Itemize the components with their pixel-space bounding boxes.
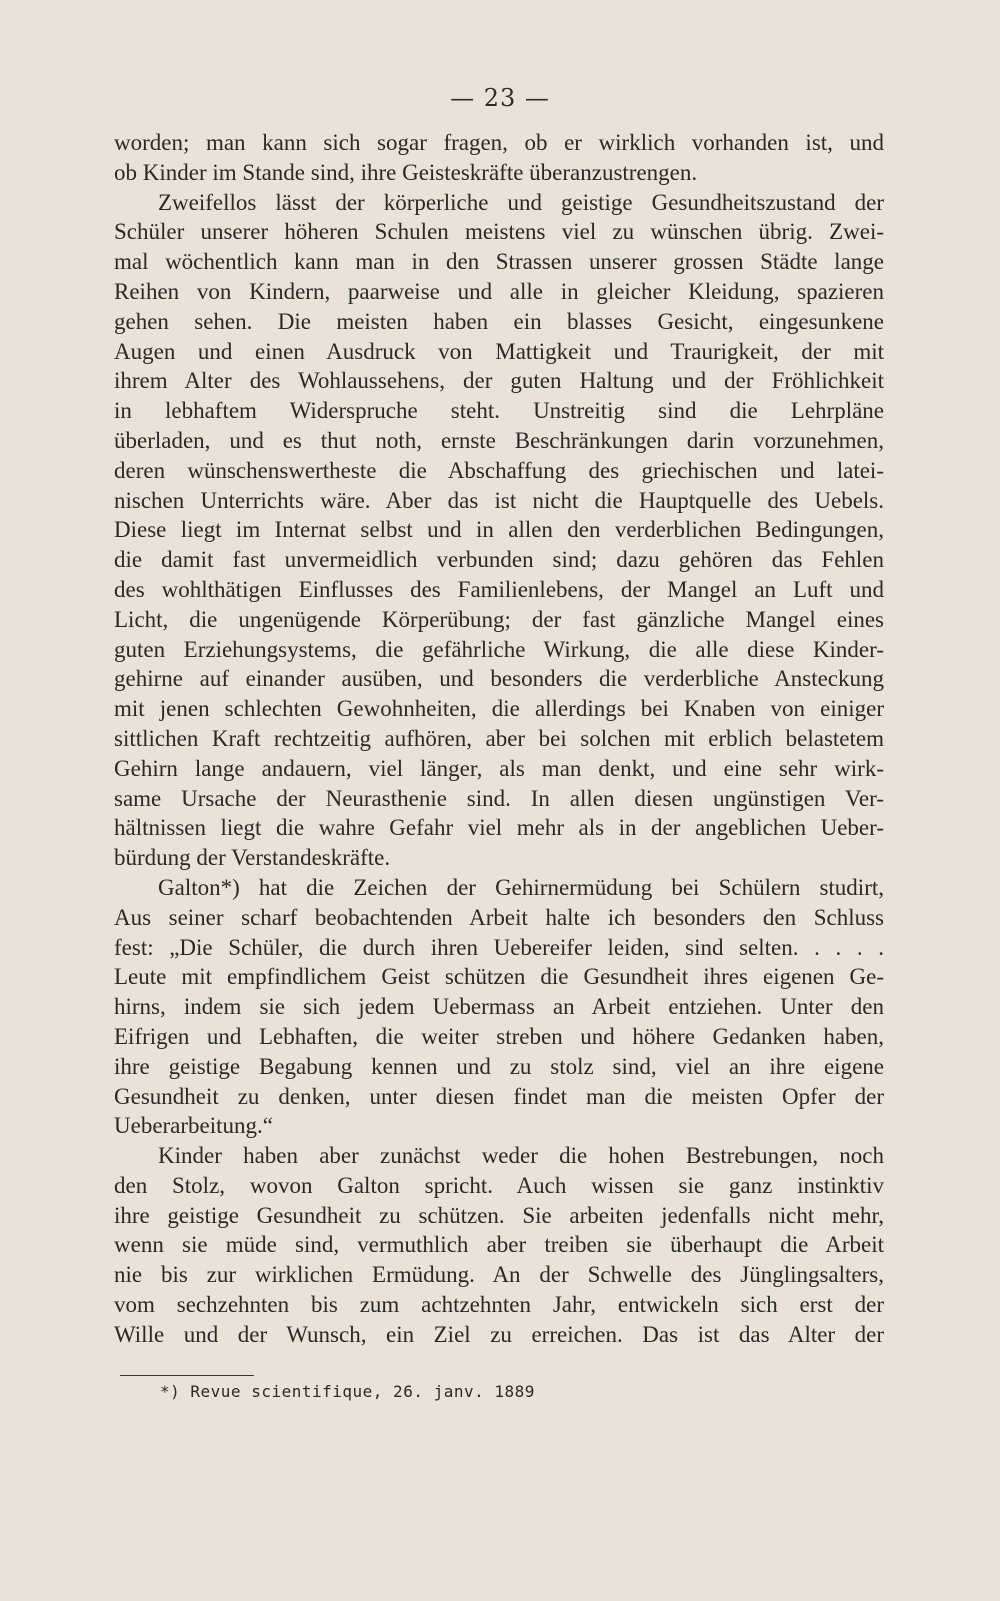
text-line: Zweifellos lässt der körperliche und geistige Gesundheitszustand der <box>158 189 884 215</box>
text-line: Licht, die ungenügende Körperübung; der fast gänzliche Mangel eines <box>114 606 884 632</box>
text-line: vom sechzehnten bis zum achtzehnten Jahr, entwickeln sich erst der <box>114 1292 884 1318</box>
text-line: in lebhaftem Widerspruche steht. Unstreitig sind die Lehrpläne <box>114 398 884 424</box>
text-line: Gehirn lange andauern, viel länger, als man denkt, und eine sehr wirk- <box>114 755 884 781</box>
text-line: sittlichen Kraft rechtzeitig aufhören, aber bei solchen mit erblich belastetem <box>114 725 884 751</box>
text-line: gehirne auf einander ausüben, und besonders die verderbliche Ansteckung <box>114 666 884 692</box>
text-line: des wohlthätigen Einflusses des Familienlebens, der Mangel an Luft und <box>114 576 884 602</box>
text-line: Wille und der Wunsch, ein Ziel zu erreichen. Das ist das Alter der <box>114 1321 884 1347</box>
text-line: ihrem Alter des Wohlaussehens, der guten Haltung und der Fröhlichkeit <box>114 368 884 394</box>
text-line: guten Erziehungsystems, die gefährliche Wirkung, die alle diese Kinder- <box>114 636 884 662</box>
text-line: hältnissen liegt die wahre Gefahr viel mehr als in der angeblichen Ueber- <box>114 815 884 841</box>
text-line: Schüler unserer höheren Schulen meistens viel zu wünschen übrig. Zwei- <box>114 219 884 245</box>
text-line: Leute mit empfindlichem Geist schützen die Gesundheit ihres eigenen Ge- <box>114 964 884 990</box>
text-line: Gesundheit zu denken, unter diesen findet man die meisten Opfer der <box>114 1083 884 1109</box>
text-line: ob Kinder im Stande sind, ihre Geisteskräfte überanzustrengen. <box>114 159 698 185</box>
text-line: hirns, indem sie sich jedem Uebermass an Arbeit entziehen. Unter den <box>114 994 884 1020</box>
text-line: ihre geistige Gesundheit zu schützen. Sie arbeiten jedenfalls nicht mehr, <box>114 1202 884 1228</box>
text-line: same Ursache der Neurasthenie sind. In allen diesen ungünstigen Ver- <box>114 785 884 811</box>
page-number: — 23 — <box>450 84 550 112</box>
text-line: worden; man kann sich sogar fragen, ob er wirklich vorhanden ist, und <box>114 130 884 155</box>
footnote: *) Revue scientifique, 26. janv. 1889 <box>160 1382 535 1401</box>
text-line: Galton*) hat die Zeichen der Gehirnermüdung bei Schülern studirt, <box>158 874 884 900</box>
text-line: wenn sie müde sind, vermuthlich aber treiben sie überhaupt die Arbeit <box>114 1232 884 1258</box>
text-line: bürdung der Verstandeskräfte. <box>114 845 391 871</box>
text-line: ihre geistige Begabung kennen und zu stolz sind, viel an ihre eigene <box>114 1053 884 1079</box>
text-line: gehen sehen. Die meisten haben ein blasses Gesicht, eingesunkene <box>114 308 884 334</box>
text-line: Kinder haben aber zunächst weder die hohen Bestrebungen, noch <box>158 1143 884 1169</box>
text-line: Ueberarbeitung.“ <box>114 1113 274 1139</box>
text-line: mit jenen schlechten Gewohnheiten, die allerdings bei Knaben von einiger <box>114 696 884 722</box>
text-line: nie bis zur wirklichen Ermüdung. An der Schwelle des Jünglingsalters, <box>114 1262 884 1288</box>
body-text <box>114 128 884 1350</box>
text-line: überladen, und es thut noth, ernste Beschränkungen darin vorzunehmen, <box>114 427 884 453</box>
text-line: den Stolz, wovon Galton spricht. Auch wissen sie ganz instinktiv <box>114 1172 884 1198</box>
text-line: die damit fast unvermeidlich verbunden sind; dazu gehören das Fehlen <box>114 547 884 573</box>
text-line: Augen und einen Ausdruck von Mattigkeit und Traurigkeit, der mit <box>114 338 884 364</box>
footnote-divider <box>120 1375 254 1376</box>
text-line: mal wöchentlich kann man in den Strassen unserer grossen Städte lange <box>114 249 884 275</box>
text-line: deren wünschenswertheste die Abschaffung des griechischen und latei- <box>114 457 884 483</box>
text-line: Aus seiner scharf beobachtenden Arbeit halte ich besonders den Schluss <box>114 904 884 930</box>
text-line: Reihen von Kindern, paarweise und alle in gleicher Kleidung, spazieren <box>114 278 884 304</box>
text-line: fest: „Die Schüler, die durch ihren Uebereifer leiden, sind selten. . . . . <box>114 934 884 960</box>
text-line: Diese liegt im Internat selbst und in allen den verderblichen Bedingungen, <box>114 517 884 543</box>
text-line: Eifrigen und Lebhaften, die weiter streben und höhere Gedanken haben, <box>114 1023 884 1049</box>
text-line: nischen Unterrichts wäre. Aber das ist nicht die Hauptquelle des Uebels. <box>114 487 884 513</box>
